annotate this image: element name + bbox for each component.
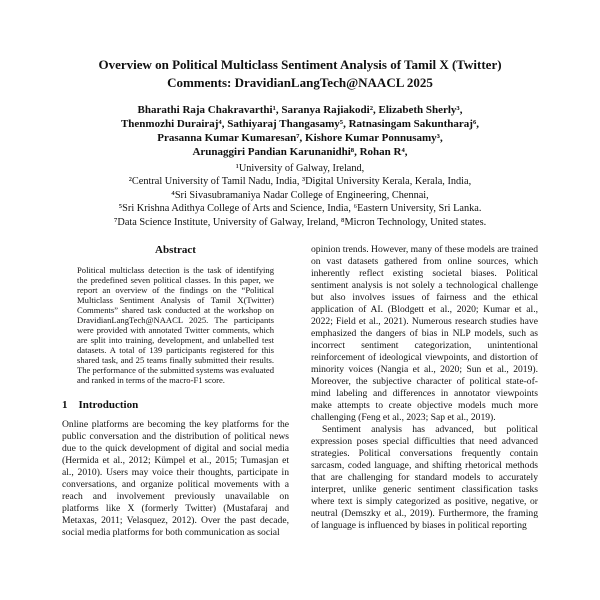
affiliation-line: ⁵Sri Krishna Adithya College of Arts and Science, India, ⁶Eastern University, Sri Lanka. [118, 203, 482, 215]
introduction-paragraph: Online platforms are becoming the key platforms for the public conversation and the distribution of political news due to the quick development of digital and social media (Hermida et al., 2012; Kümpel et al., 2015; Tumasjan et al., 2010). Users may voice their thoughts, participate in conversations, and organize political movements with a reach and involvement previously unavailable on platforms like X (formerly Twitter) (Mustafaraj and Metaxas, 2011; Velasquez, 2012). Over the past decade, social media platforms for both communication as social [62, 419, 289, 539]
left-column [62, 244, 289, 539]
affiliation-line: ⁷Data Science Institute, University of Galway, Ireland, ⁸Micron Technology, United states. [113, 216, 487, 228]
affiliation-line: ⁴Sri Sivasubramaniya Nadar College of Engineering, Chennai, [171, 189, 429, 201]
affiliations-block [40, 162, 560, 229]
abstract-text: Political multiclass detection is the task of identifying the predefined seven political classes. In this paper, we report an overview of the findings on the “Political Multiclass Sentiment Analysis of Tamil X(Twitter) Comments” shared task conducted at the workshop on DravidianLangTech@NAACL 2025. The participants were provided with annotated Twitter comments, which are split into training, development, and unlabelled test datasets. A total of 139 participants registered for this shared task, and 25 teams finally submitted their results. The performance of the submitted systems was evaluated and ranked in terms of the macro-F1 score. [77, 265, 274, 386]
author-line: Bharathi Raja Chakravarthi¹, Saranya Rajiakodi², Elizabeth Sherly³, [137, 104, 463, 116]
right-column-paragraph-1: opinion trends. However, many of these models are trained on vast datasets gathered from online sources, which inherently reflect existing societal biases. Political sentiment analysis is not solely a technological challenge but also involves issues of fairness and the ethical application of AI. (Blodgett et al., 2020; Kumar et al., 2022; Field et al., 2021). Numerous research studies have emphasized the dangers of bias in NLP models, such as incorrect sentiment categorization, unintentional reinforcement of ideological viewpoints, and distortion of minority voices (Nangia et al., 2020; Sun et al., 2019). Moreover, the subjective character of political state-of-mind labeling and differences in annotator viewpoints make attempts to create objective models much more challenging (Feng et al., 2023; Sap et al., 2019). [311, 244, 538, 424]
paper-title-line: Overview on Political Multiclass Sentiment Analysis of Tamil X (Twitter) [98, 57, 502, 72]
section-title: Introduction [78, 399, 139, 412]
authors-block [50, 103, 550, 159]
right-column [311, 244, 538, 532]
two-column-body [62, 244, 538, 539]
abstract-heading: Abstract [155, 244, 196, 257]
section-number: 1 [62, 399, 68, 412]
author-line: Thenmozhi Durairaj⁴, Sathiyaraj Thangasamy⁵, Ratnasingam Sakuntharaj⁶, [120, 118, 480, 130]
affiliation-line: ¹University of Galway, Ireland, [235, 163, 365, 174]
section-heading-introduction [62, 398, 289, 412]
author-line: Prasanna Kumar Kumaresan⁷, Kishore Kumar Ponnusamy³, [157, 132, 443, 144]
affiliation-line: ²Central University of Tamil Nadu, India, ³Digital University Kerala, Kerala, India, [128, 176, 472, 188]
author-line: Arunaggiri Pandian Karunanidhi⁸, Rohan R⁴, [192, 146, 408, 158]
right-column-paragraph-2: Sentiment analysis has advanced, but political expression poses special difficulties that need advanced strategies. Political conversations frequently contain sarcasm, coded language, and shifting rhetorical methods that are challenging for standard models to accurately interpret, unlike generic sentiment classification tasks where text is simply categorized as positive, negative, or neutral (Demszky et al., 2019). Furthermore, the framing of language is influenced by biases in political reporting [311, 424, 538, 532]
paper-title-line: Comments: DravidianLangTech@NAACL 2025 [167, 75, 433, 90]
paper-title [58, 56, 542, 92]
